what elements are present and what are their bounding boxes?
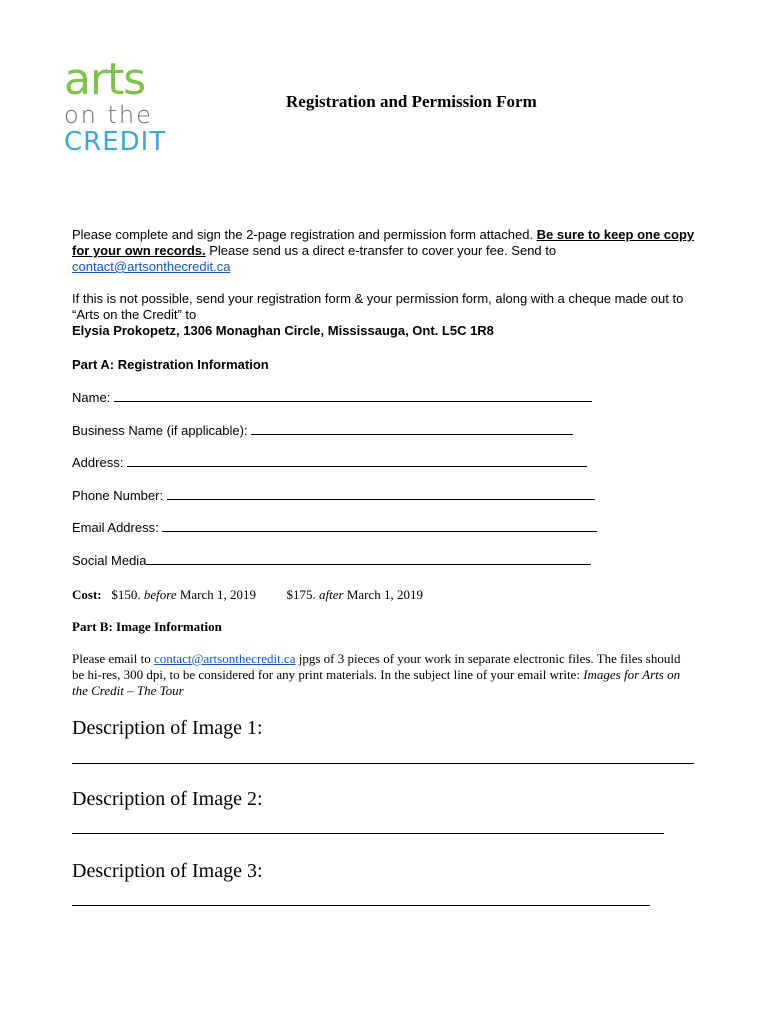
phone-label: Phone Number: <box>72 488 167 503</box>
before-text: before <box>143 587 177 602</box>
address-label: Address: <box>72 455 127 470</box>
image-text-2: jpgs of 3 pieces of your work in separate electronic files. The files should be hi-res, 300 dpi, to be considered for any print materials. In the subject line of your email write: <box>72 651 681 682</box>
mailing-address: Elysia Prokopetz, 1306 Monaghan Circle, Mississauga, Ont. L5C 1R8 <box>72 323 494 338</box>
part-b-heading: Part B: Image Information <box>72 619 222 634</box>
business-name-label: Business Name (if applicable): <box>72 423 252 438</box>
image-instructions-paragraph <box>72 651 692 699</box>
description-image-1-line[interactable] <box>72 762 694 764</box>
name-label: Name: <box>72 390 114 405</box>
email-subject-line: Images for Arts on the Credit – The Tour <box>72 667 681 698</box>
arts-on-the-credit-logo <box>64 54 174 157</box>
social-media-label: Social Media <box>72 553 147 568</box>
intro-paragraph <box>72 227 702 275</box>
email-field[interactable] <box>72 519 597 536</box>
cost-label: Cost: <box>72 587 102 602</box>
logo-arts-text: arts <box>64 54 146 105</box>
after-text: after <box>319 587 344 602</box>
alternative-paragraph <box>72 291 702 339</box>
business-name-input-line[interactable] <box>251 422 573 435</box>
intro-text-2: Please send us a direct e-transfer to cover your fee. Send to <box>205 243 557 258</box>
early-price: $150. <box>111 587 141 602</box>
description-image-2-line[interactable] <box>72 832 664 834</box>
intro-text-1: Please complete and sign the 2-page registration and permission form attached. <box>72 227 537 242</box>
name-field[interactable] <box>72 389 592 406</box>
email-input-line[interactable] <box>162 519 597 532</box>
early-date: March 1, 2019 <box>179 587 257 602</box>
image-email-link[interactable]: contact@artsonthecredit.ca <box>153 651 296 666</box>
form-title: Registration and Permission Form <box>286 92 537 111</box>
social-media-field[interactable] <box>72 552 591 569</box>
phone-input-line[interactable] <box>167 487 595 500</box>
contact-email-link[interactable]: contact@artsonthecredit.ca <box>72 259 231 274</box>
phone-field[interactable] <box>72 487 595 504</box>
name-input-line[interactable] <box>114 389 592 402</box>
cost-line <box>72 587 423 603</box>
logo-credit-text: CREDIT <box>64 127 167 157</box>
cheque-instructions: If this is not possible, send your registration form & your permission form, along with a cheque made out to “Arts on the Credit” to <box>72 291 684 322</box>
image-text-1: Please email to <box>72 651 154 666</box>
description-image-3-line[interactable] <box>72 904 650 906</box>
social-media-input-line[interactable] <box>146 552 591 565</box>
email-label: Email Address: <box>72 520 163 535</box>
part-a-heading: Part A: Registration Information <box>72 357 269 372</box>
late-date: March 1, 2019 <box>346 587 424 602</box>
keep-copy-note: Be sure to keep one copy for your own records. <box>72 227 695 258</box>
address-field[interactable] <box>72 454 587 471</box>
description-image-1-label: Description of Image 1: <box>72 717 263 739</box>
business-name-field[interactable] <box>72 422 573 439</box>
description-image-2-label: Description of Image 2: <box>72 788 263 810</box>
logo-on-the-text: on the <box>64 101 153 129</box>
description-image-3-label: Description of Image 3: <box>72 860 263 882</box>
late-price: $175. <box>286 587 316 602</box>
address-input-line[interactable] <box>127 454 587 467</box>
